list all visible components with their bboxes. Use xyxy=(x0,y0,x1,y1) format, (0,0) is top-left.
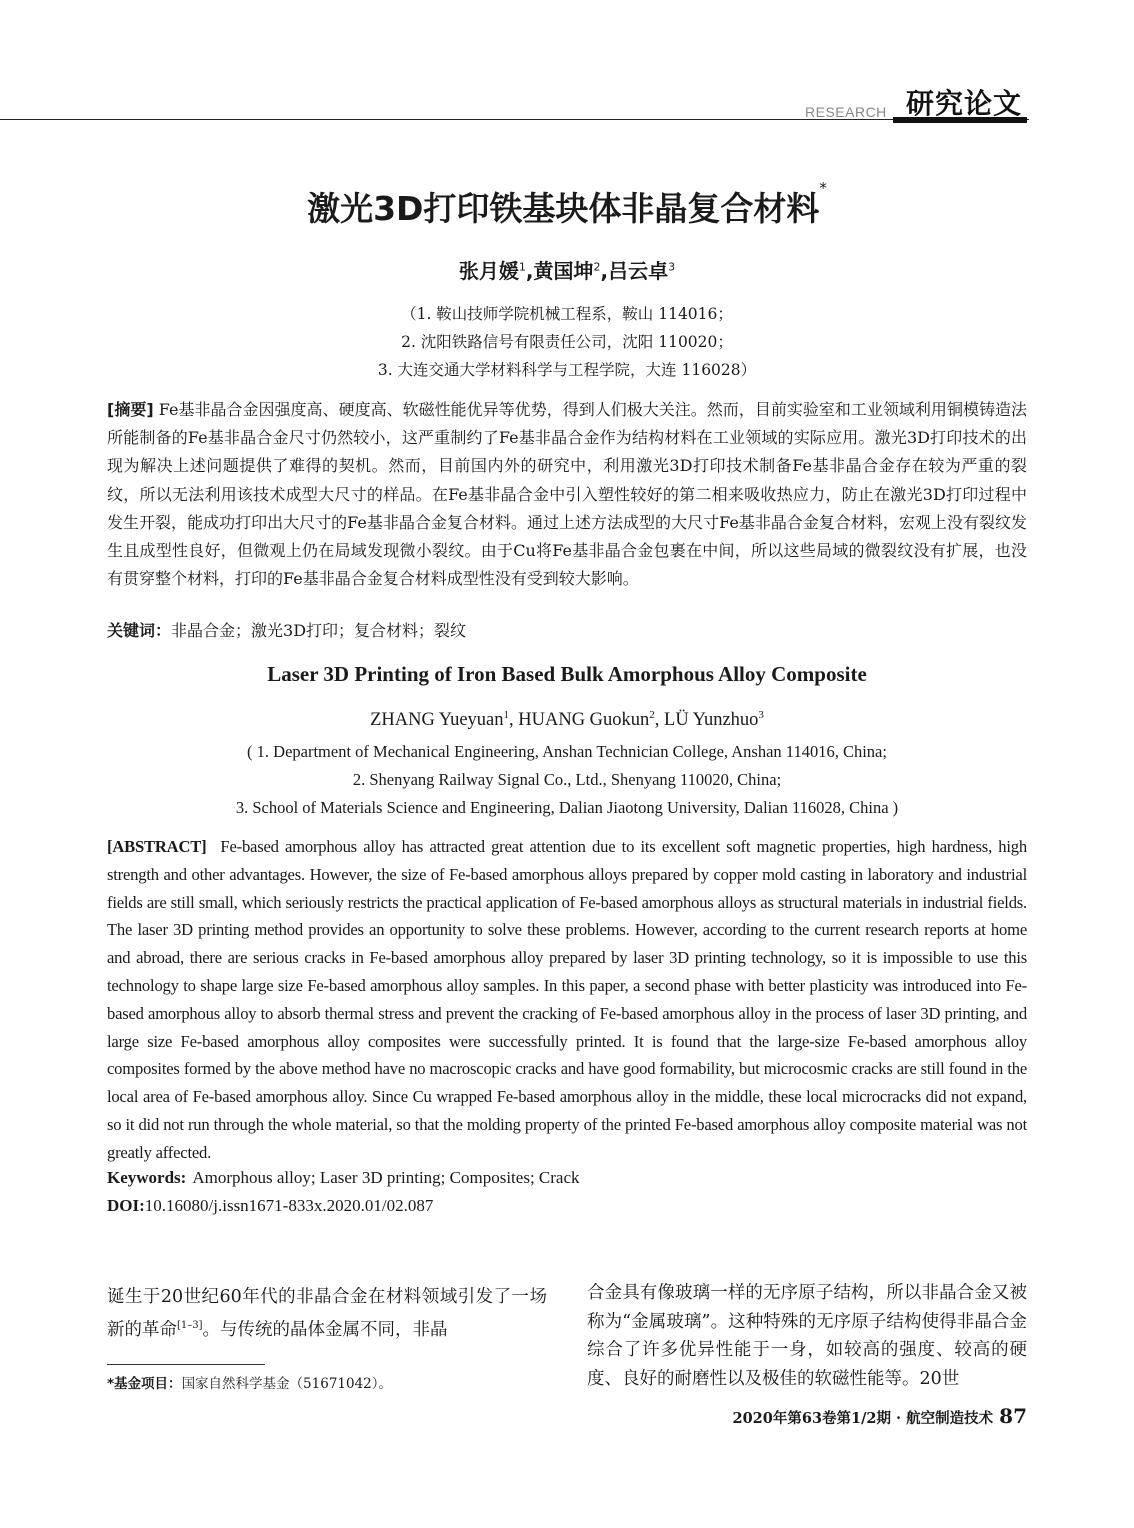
doi xyxy=(107,1196,433,1216)
author-list-cn xyxy=(0,255,1134,284)
section-label-en: RESEARCH xyxy=(805,104,887,120)
author-affil-mark: 3 xyxy=(758,709,764,721)
author-affil-mark: 2 xyxy=(593,260,601,274)
paper-title-en: Laser 3D Printing of Iron Based Bulk Amorphous Alloy Composite xyxy=(267,662,867,686)
author-separator: , xyxy=(600,259,609,283)
body-text: 。与传统的晶体金属不同，非晶 xyxy=(202,1319,448,1340)
affiliation-en-1: ( 1. Department of Mechanical Engineering, Anshan Technician College, Anshan 114016, China; xyxy=(247,742,887,761)
affiliation-en-3: 3. School of Materials Science and Engineering, Dalian Jiaotong University, Dalian 116028, China ) xyxy=(235,798,899,817)
body-column-left xyxy=(107,1283,547,1344)
funding-footnote xyxy=(107,1372,392,1392)
abstract-cn xyxy=(107,396,1027,593)
doi-label: DOI: xyxy=(107,1196,145,1215)
author-list-en xyxy=(0,709,1134,731)
journal-info: 2020年第63卷第1/2期 · 航空制造技术 xyxy=(732,1410,994,1427)
page-footer xyxy=(700,1404,1027,1428)
body-text: 诞生于20世纪60年代的非晶合金在材料领域引发了一场新的革命 xyxy=(107,1287,547,1340)
author-affil-mark: 2 xyxy=(649,709,655,721)
affiliation-en-2: 2. Shenyang Railway Signal Co., Ltd., Shenyang 110020, China; xyxy=(352,770,782,789)
footnote-text: 国家自然科学基金（51671042）。 xyxy=(181,1376,393,1392)
affiliation-cn-3: 3. 大连交通大学材料科学与工程学院，大连 116028） xyxy=(377,361,757,379)
title-footnote-mark: * xyxy=(819,179,827,197)
section-label-cn: 研究论文 xyxy=(906,89,1023,120)
author-affil-mark: 1 xyxy=(503,709,509,721)
footnote-label: *基金项目： xyxy=(107,1376,182,1392)
author-name: LÜ Yunzhuo xyxy=(664,710,759,731)
keywords-en-label: Keywords: xyxy=(107,1168,187,1187)
abstract-en-label: [ABSTRACT] xyxy=(107,837,207,856)
author-separator: , xyxy=(654,710,665,731)
author-affil-mark: 3 xyxy=(668,260,676,274)
citation: [1–3] xyxy=(177,1319,203,1331)
keywords-en xyxy=(107,1168,580,1188)
author-name: 吕云卓 xyxy=(608,259,669,283)
author-name: ZHANG Yueyuan xyxy=(370,710,504,731)
abstract-cn-label: [摘要] xyxy=(107,400,154,419)
title-cn-text: 激光3D打印铁基块体非晶复合材料 xyxy=(307,189,820,228)
keywords-cn-label: 关键词： xyxy=(107,621,172,640)
abstract-en-text: Fe-based amorphous alloy has attracted great attention due to its excellent soft magnetic properties, high hardness, high strength and other advantages. However, the size of Fe-based amorphous alloys prepared by copper mold casting in laboratory and industrial fields are still small, which seriously restricts the practical application of Fe-based amorphous alloys as structural materials in industrial fields. The laser 3D printing method provides an opportunity to solve these problems. However, according to the current research reports at home and abroad, there are serious cracks in Fe-based amorphous alloy prepared by laser 3D printing technology, so it is impossible to use this technology to shape large size Fe-based amorphous alloy samples. In this paper, a second phase with better plasticity was introduced into Fe-based amorphous alloy to absorb thermal stress and prevent the cracking of Fe-based amorphous alloy in the process of laser 3D printing, and large size Fe-based amorphous alloy composites were successfully printed. It is found that the large-size Fe-based amorphous alloy composites formed by the above method have no macroscopic cracks and have good formability, but microcosmic cracks are still found in the local area of Fe-based amorphous alloy. Since Cu wrapped Fe-based amorphous alloy in the middle, these local microcracks did not expand, so it did not run through the whole material, so that the molding property of the printed Fe-based amorphous alloy composite material was not greatly affected. xyxy=(107,837,1027,1162)
footnote-rule xyxy=(107,1364,265,1365)
keywords-cn-text: 非晶合金；激光3D打印；复合材料；裂纹 xyxy=(171,621,467,640)
body-column-right: 合金具有像玻璃一样的无序原子结构，所以非晶合金又被称为“金属玻璃”。这种特殊的无序原子结构使得非晶合金综合了许多优异性能于一身，如较高的强度、较高的硬度、良好的耐磨性以及极佳的软磁性能等。20世 xyxy=(587,1283,1027,1389)
keywords-cn xyxy=(107,618,1027,641)
author-name: HUANG Guokun xyxy=(518,710,650,731)
affiliation-cn-1: （1. 鞍山技师学院机械工程系，鞍山 114016； xyxy=(401,305,733,323)
page-number: 87 xyxy=(999,1404,1027,1428)
author-separator: , xyxy=(509,710,519,731)
affiliation-cn-2: 2. 沈阳铁路信号有限责任公司，沈阳 110020； xyxy=(401,333,733,351)
author-name: 黄国坤 xyxy=(533,259,594,283)
abstract-en xyxy=(107,833,1027,1167)
paper-title-cn xyxy=(0,179,1134,230)
author-name: 张月媛 xyxy=(458,259,519,283)
doi-value: 10.16080/j.issn1671-833x.2020.01/02.087 xyxy=(144,1196,434,1215)
keywords-en-text: Amorphous alloy; Laser 3D printing; Composites; Crack xyxy=(192,1168,580,1187)
abstract-cn-text: Fe基非晶合金因强度高、硬度高、软磁性能优异等优势，得到人们极大关注。然而，目前实验室和工业领域利用铜模铸造法所能制备的Fe基非晶合金尺寸仍然较小，这严重制约了Fe基非晶合金作为结构材料在工业领域的实际应用。激光3D打印技术的出现为解决上述问题提供了难得的契机。然而，目前国内外的研究中，利用激光3D打印技术制备Fe基非晶合金存在较为严重的裂纹，所以无法利用该技术成型大尺寸的样品。在Fe基非晶合金中引入塑性较好的第二相来吸收热应力，防止在激光3D打印过程中发生开裂，能成功打印出大尺寸的Fe基非晶合金复合材料。通过上述方法成型的大尺寸Fe基非晶合金复合材料，宏观上没有裂纹发生且成型性良好，但微观上仍在局域发现微小裂纹。由于Cu将Fe基非晶合金包裹在中间，所以这些局域的微裂纹没有扩展，也没有贯穿整个材料，打印的Fe基非晶合金复合材料成型性没有受到较大影响。 xyxy=(107,400,1027,589)
author-separator: , xyxy=(525,259,534,283)
author-affil-mark: 1 xyxy=(518,260,526,274)
